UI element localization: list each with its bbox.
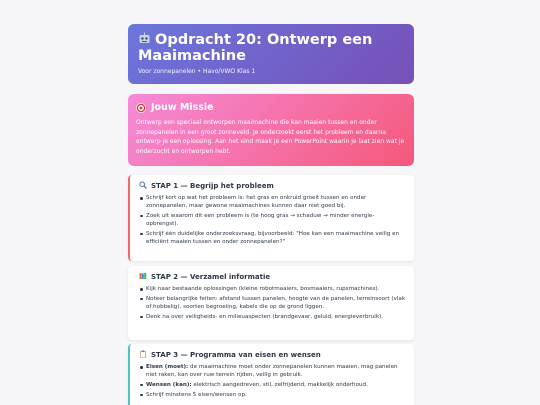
step-title: STAP 2 — Verzamel informatie xyxy=(151,273,271,281)
list-item xyxy=(139,391,406,399)
list-item: Kijk naar bestaande oplossingen (kleine robotmaaiers, bosmaaiers, rupsmachines). xyxy=(139,285,406,293)
magnifier-icon xyxy=(139,181,148,191)
mission-text: Ontwerp een speciaal ontworpen maaimachine die kan maaien tussen en onder zonnepanelen in een groot zonneveld. Je onderzoekt eerst het probleem en daarna ontwerp je een oplossing. Aan het eind maak je een PowerPoint waarin je laat zien wat je onderzocht en ontworpen hebt. xyxy=(136,119,405,155)
mission-card xyxy=(128,94,414,166)
item-bold-label: Wensen (kan): xyxy=(146,381,192,388)
step-title: STAP 1 — Begrijp het probleem xyxy=(151,182,274,190)
list-item: Denk na over veiligheids- en milieuaspecten (brandgevaar, geluid, energieverbruik). xyxy=(139,313,406,321)
list-item: Noteer belangrijke feiten: afstand tussen panelen, hoogte van de panelen, terreinsoort (vlak of hobbelig), soorten begroeiing, kabels die op de grond liggen. xyxy=(139,295,406,311)
step-heading xyxy=(139,350,406,360)
item-bold-label: Eisen (moet): xyxy=(146,364,189,370)
item-text: Schrijf minstens 5 eisen/wensen op. xyxy=(146,391,247,398)
list-item: Schrijf één duidelijke onderzoeksvraag, bijvoorbeeld: "Hoe kan een maaimachine veilig en efficiënt maaien tussen en onder zonnepanelen?" xyxy=(139,230,406,246)
step-title: STAP 3 — Programma van eisen en wensen xyxy=(151,351,321,359)
step-list xyxy=(139,194,406,246)
robot-icon xyxy=(138,32,151,48)
step-list xyxy=(139,285,406,321)
header-banner xyxy=(128,24,414,84)
step-heading xyxy=(139,181,406,191)
step-card-3 xyxy=(128,344,414,405)
clipboard-icon xyxy=(139,350,148,360)
page-subtitle: Voor zonnepanelen • Havo/VWO Klas 1 xyxy=(138,68,256,75)
item-text: elektrisch aangedreven, stil, zelfrijdend, makkelijk onderhoud. xyxy=(191,381,368,388)
title-text: Opdracht 20: Ontwerp een Maaimachine xyxy=(138,32,373,64)
list-item xyxy=(139,381,406,389)
books-icon xyxy=(139,272,148,282)
target-icon xyxy=(136,103,146,113)
step-list xyxy=(139,363,406,399)
list-item: Schrijf kort op wat het probleem is: het gras en onkruid groeit tussen en onder zonnepanelen, maar gewone maaimachines kunnen daar niet goed bij. xyxy=(139,194,406,210)
step-card-1 xyxy=(128,175,414,261)
list-item xyxy=(139,363,406,379)
mission-title: Jouw Missie xyxy=(151,102,214,113)
step-heading xyxy=(139,272,406,282)
step-card-2 xyxy=(128,266,414,340)
mission-heading xyxy=(136,102,406,113)
page-title xyxy=(138,32,404,64)
list-item: Zoek uit waarom dit een probleem is (te hoog gras → schaduw → minder energie-opbrengst). xyxy=(139,212,406,228)
item-text: de maaimachine moet onder zonnepanelen kunnen maaien, mag panelen niet raken, kan over ruw terrein rijden, veilig in gebruik. xyxy=(146,364,398,379)
